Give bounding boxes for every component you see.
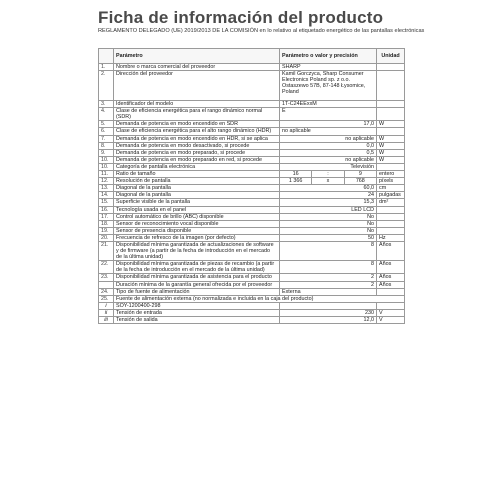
row-unit — [377, 220, 405, 227]
subrow-unit: V — [377, 317, 405, 324]
row-number: 24. — [99, 288, 114, 295]
row-value: No — [280, 220, 377, 227]
row-value: Kamil Gorczyca, Sharp Consumer Electronics Poland sp. z o.o. Ostaszewo 57B, 87-148 Łysomice, Poland — [280, 71, 377, 101]
row-value: no aplicable — [280, 156, 377, 163]
table-row — [99, 241, 405, 260]
row-unit: Hz — [377, 234, 405, 241]
regulation-subtitle: REGLAMENTO DELEGADO (UE) 2019/2013 DE LA COMISIÓN en lo relativo al etiquetado energético de las pantallas electrónicas — [98, 28, 425, 34]
row-value: 50 — [280, 234, 377, 241]
table-row — [99, 171, 405, 178]
row-value: SHARP — [280, 64, 377, 71]
row-number: 14. — [99, 192, 114, 199]
row-parameter: Sensor de presencia disponible — [114, 227, 280, 234]
row-parameter: Disponibilidad mínima garantizada de piezas de recambio (a partir de la fecha de introducción en el mercado de la última unidad) — [114, 261, 280, 274]
row-parameter: Ratio de tamaño — [114, 171, 280, 178]
row-number: 23. — [99, 274, 114, 281]
row-unit: dm² — [377, 199, 405, 206]
table-row — [99, 128, 405, 135]
value-part-1: 1 366 — [280, 178, 312, 184]
row-parameter: Demanda de potencia en modo desactivado, si procede — [114, 142, 280, 149]
row-unit — [377, 128, 405, 135]
row-value: 24 — [280, 192, 377, 199]
row-value: LED LCD — [280, 206, 377, 213]
row-value: No — [280, 213, 377, 220]
row-parameter: Diagonal de la pantalla — [114, 192, 280, 199]
header-number — [99, 49, 114, 64]
document-title: Ficha de información del producto — [98, 8, 384, 27]
row-unit — [377, 227, 405, 234]
row-value: Televisión — [280, 163, 377, 170]
row-unit: W — [377, 135, 405, 142]
row-unit — [377, 163, 405, 170]
subrow-index: iii — [99, 317, 114, 324]
table-row — [99, 64, 405, 71]
row-parameter: Duración mínima de la garantía general ofrecida por el proveedor — [114, 281, 280, 288]
row-number: 20. — [99, 234, 114, 241]
row-unit — [377, 71, 405, 101]
row-parameter: Superficie visible de la pantalla — [114, 199, 280, 206]
product-info-table — [98, 48, 404, 324]
row-unit: Años — [377, 261, 405, 274]
row-parameter: Disponibilidad mínima garantizada de actualizaciones de software y de firmware (a partir de la fecha de introducción en el mercado de la última unidad) — [114, 241, 280, 260]
row-parameter: Demanda de potencia en modo encendido en SDR — [114, 121, 280, 128]
row-parameter: Demanda de potencia en modo encendido en HDR, si se aplica — [114, 135, 280, 142]
table-subrow — [99, 317, 405, 324]
table-row — [99, 121, 405, 128]
table-row — [99, 288, 405, 295]
row-unit — [377, 108, 405, 121]
row-unit: W — [377, 156, 405, 163]
row-number: 13. — [99, 185, 114, 192]
row-value: 8 — [280, 241, 377, 260]
table-subrow — [99, 302, 405, 309]
table-row — [99, 192, 405, 199]
row-number: 17. — [99, 213, 114, 220]
subrow-parameter: Tensión de salida — [114, 317, 280, 324]
row-number — [99, 281, 114, 288]
row-parameter: Tipo de fuente de alimentación — [114, 288, 280, 295]
row-number: 1. — [99, 64, 114, 71]
subrow-unit: V — [377, 309, 405, 316]
row-value: E — [280, 108, 377, 121]
table-row — [99, 274, 405, 281]
row-number: 7. — [99, 135, 114, 142]
header-unit: Unidad — [377, 49, 405, 64]
table-row — [99, 142, 405, 149]
subrow-value — [280, 302, 377, 309]
table-row — [99, 163, 405, 170]
row-value — [280, 178, 377, 185]
row-unit: píxels — [377, 178, 405, 185]
row-parameter: Identificador del modelo — [114, 101, 280, 108]
row-parameter: Resolución de pantalla — [114, 178, 280, 185]
row-unit: Años — [377, 281, 405, 288]
value-part-1: 16 — [280, 171, 312, 177]
row-number: 21. — [99, 241, 114, 260]
table-row — [99, 199, 405, 206]
table-row — [99, 178, 405, 185]
table-row — [99, 281, 405, 288]
subrow-value: 12,0 — [280, 317, 377, 324]
subrow-parameter: Tensión de entrada — [114, 309, 280, 316]
row-number: 2. — [99, 71, 114, 101]
row-number: 10. — [99, 163, 114, 170]
row-unit: cm — [377, 185, 405, 192]
row-value: 8 — [280, 261, 377, 274]
row-value — [280, 171, 377, 178]
table-subrow — [99, 309, 405, 316]
row-unit — [377, 213, 405, 220]
row-number: 9. — [99, 149, 114, 156]
row-number: 11. — [99, 171, 114, 178]
row-unit: entero — [377, 171, 405, 178]
value-part-2: 768 — [355, 178, 365, 185]
row-parameter: Clase de eficiencia energética para el rango dinámico normal (SDR) — [114, 108, 280, 121]
table-row — [99, 135, 405, 142]
table-row — [99, 149, 405, 156]
row-parameter: Categoría de pantalla electrónica — [114, 163, 280, 170]
row-parameter: Frecuencia de refresco de la imagen (por defecto) — [114, 234, 280, 241]
row-value: 17,0 — [280, 121, 377, 128]
row-number: 18. — [99, 220, 114, 227]
row-value: 0,5 — [280, 149, 377, 156]
table-header-row — [99, 49, 405, 64]
table-row — [99, 220, 405, 227]
subrow-unit — [377, 302, 405, 309]
table-row — [99, 213, 405, 220]
table-row — [99, 295, 405, 302]
row-parameter: Disponibilidad mínima garantizada de asistencia para el producto — [114, 274, 280, 281]
row-unit: Años — [377, 241, 405, 260]
row-unit — [377, 288, 405, 295]
row-value: 15,3 — [280, 199, 377, 206]
table-row — [99, 108, 405, 121]
row-unit — [377, 101, 405, 108]
table-row — [99, 185, 405, 192]
row-number: 15. — [99, 199, 114, 206]
row-number: 16. — [99, 206, 114, 213]
row-value: 0,0 — [280, 142, 377, 149]
row-number: 12. — [99, 178, 114, 185]
header-parameter: Parámetro — [114, 49, 280, 64]
info-table — [98, 48, 405, 324]
row-parameter: Diagonal de la pantalla — [114, 185, 280, 192]
row-parameter: Tecnología usada en el panel — [114, 206, 280, 213]
subrow-index: ii — [99, 309, 114, 316]
row-number: 8. — [99, 142, 114, 149]
table-row — [99, 234, 405, 241]
table-row — [99, 206, 405, 213]
row-number: 10. — [99, 156, 114, 163]
row-unit: W — [377, 142, 405, 149]
row-value: 1T-C24EExxM — [280, 101, 377, 108]
table-row — [99, 101, 405, 108]
header-value: Parámetro o valor y precisión — [280, 49, 377, 64]
row-value: 60,0 — [280, 185, 377, 192]
row-parameter: Sensor de reconocimiento vocal disponible — [114, 220, 280, 227]
row-parameter: Clase de eficiencia energética para el alto rango dinámico (HDR) — [114, 128, 280, 135]
row-number: 22. — [99, 261, 114, 274]
row-value: 2 — [280, 281, 377, 288]
row-value: no aplicable — [280, 128, 377, 135]
table-row — [99, 227, 405, 234]
row-unit: W — [377, 149, 405, 156]
value-separator: : — [312, 171, 344, 177]
row-value: 2 — [280, 274, 377, 281]
row-parameter: Dirección del proveedor — [114, 71, 280, 101]
row-unit: Años — [377, 274, 405, 281]
row-unit — [377, 206, 405, 213]
table-row — [99, 156, 405, 163]
row-parameter: Demanda de potencia en modo preparado en red, si procede — [114, 156, 280, 163]
row-parameter: Demanda de potencia en modo preparado, si procede — [114, 149, 280, 156]
row-value: No — [280, 227, 377, 234]
row-number: 4. — [99, 108, 114, 121]
row-number: 25. — [99, 295, 114, 302]
row-parameter: Nombre o marca comercial del proveedor — [114, 64, 280, 71]
row-parameter: Fuente de alimentación externa (no normalizada e incluida en la caja del producto) — [114, 295, 405, 302]
row-parameter: Control automático de brillo (ABC) disponible — [114, 213, 280, 220]
subrow-parameter: SOY-1200400-298 — [114, 302, 280, 309]
table-row — [99, 71, 405, 101]
subrow-value: 230 — [280, 309, 377, 316]
row-value: no aplicable — [280, 135, 377, 142]
value-separator: x — [312, 178, 344, 184]
subrow-index: i — [99, 302, 114, 309]
table-row — [99, 261, 405, 274]
row-unit: W — [377, 121, 405, 128]
row-number: 3. — [99, 101, 114, 108]
row-number: 5. — [99, 121, 114, 128]
row-unit — [377, 64, 405, 71]
row-unit: pulgadas — [377, 192, 405, 199]
row-number: 6. — [99, 128, 114, 135]
value-part-2: 9 — [358, 171, 362, 178]
row-number: 19. — [99, 227, 114, 234]
row-value: Externa — [280, 288, 377, 295]
